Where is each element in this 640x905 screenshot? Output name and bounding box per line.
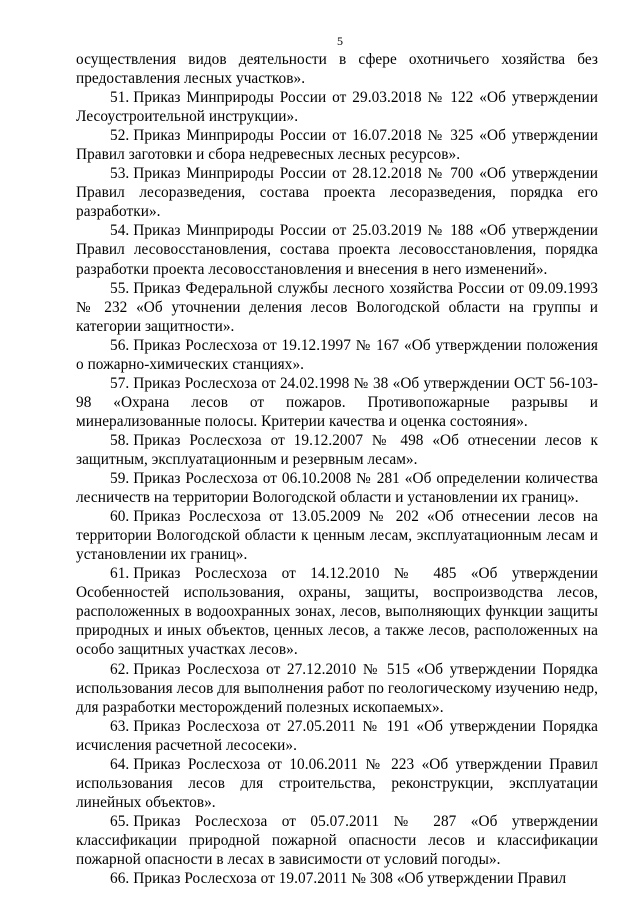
item-number: 51. — [110, 89, 130, 107]
item-text: Приказ Рослесхоза от 06.10.2008 № 281 «Об определении количества лесничеств на территории Вологодской области и установлении их границ». — [76, 470, 598, 507]
item-text: Приказ Минприроды России от 16.07.2018 № 325 «Об утверждении Правил заготовки и сбора недревесных лесных ресурсов». — [76, 127, 598, 164]
continuation-paragraph: осуществления видов деятельности в сфере охотничьего хозяйства без предоставления лесных участков». — [76, 51, 598, 88]
item-number: 59. — [110, 470, 130, 488]
page-number: 5 — [336, 34, 344, 48]
item-number: 56. — [110, 336, 130, 354]
item-text: Приказ Минприроды России от 29.03.2018 № 122 «Об утверждении Лесоустроительной инструкции». — [76, 89, 598, 126]
list-item — [76, 564, 598, 659]
item-text: Приказ Рослесхоза от 14.12.2010 № 485 «Об утверждении Особенностей использования, охраны, защиты, воспроизводства лесов, расположенных в водоохранных зонах, лесов, выполняющих функции защиты природных и иных объектов, ценных лесов, а также лесов, расположенных на особо защитных участках лесов». — [76, 565, 598, 659]
item-text: Приказ Федеральной службы лесного хозяйства России от 09.09.1993 № 232 «Об уточнении деления лесов Вологодской области на группы и категории защитности». — [76, 279, 598, 335]
list-item — [76, 126, 598, 164]
item-number: 53. — [110, 165, 130, 183]
item-text: Приказ Рослесхоза от 19.12.1997 № 167 «Об утверждении положения о пожарно-химических станциях». — [76, 336, 598, 373]
list-item — [76, 431, 598, 469]
item-number: 58. — [110, 431, 130, 449]
list-item — [76, 869, 598, 888]
item-text: Приказ Минприроды России от 28.12.2018 № 700 «Об утверждении Правил лесоразведения, состава проекта лесоразведения, порядка его разработки». — [76, 165, 598, 221]
item-text: Приказ Рослесхоза от 19.12.2007 № 498 «Об отнесении лесов к защитным, эксплуатационным и резервным лесам». — [76, 431, 598, 468]
item-number: 63. — [110, 717, 130, 735]
item-number: 62. — [110, 660, 130, 678]
item-number: 65. — [110, 812, 130, 830]
list-item — [76, 164, 598, 221]
item-number: 52. — [110, 127, 130, 145]
item-text: Приказ Рослесхоза от 27.12.2010 № 515 «Об утверждении Порядка использования лесов для выполнения работ по геологическому изучению недр, для разработки месторождений полезных ископаемых». — [76, 660, 598, 716]
list-item — [76, 221, 598, 278]
item-text: Приказ Рослесхоза от 24.02.1998 № 38 «Об утверждении ОСТ 56-103-98 «Охрана лесов от пожаров. Противопожарные разрывы и минерализованные полосы. Критерии качества и оценка состояния». — [76, 374, 598, 430]
item-text: Приказ Рослесхоза от 27.05.2011 № 191 «Об утверждении Порядка исчисления расчетной лесосеки». — [76, 717, 598, 754]
item-text: Приказ Рослесхоза от 13.05.2009 № 202 «Об отнесении лесов на территории Вологодской области к ценным лесам, эксплуатационным лесам и установлении их границ». — [76, 508, 598, 564]
list-item — [76, 279, 598, 336]
list-item — [76, 507, 598, 564]
document-page — [76, 34, 598, 888]
list-item — [76, 717, 598, 755]
list-item — [76, 88, 598, 126]
item-text: Приказ Рослесхоза от 10.06.2011 № 223 «Об утверждении Правил использования лесов для строительства, реконструкции, эксплуатации линейных объектов». — [76, 755, 598, 811]
list-item — [76, 336, 598, 374]
item-number: 60. — [110, 508, 130, 526]
item-number: 55. — [110, 279, 130, 297]
list-item — [76, 812, 598, 869]
item-number: 57. — [110, 374, 130, 392]
item-number: 66. — [110, 870, 130, 888]
list-item — [76, 755, 598, 812]
item-number: 64. — [110, 755, 130, 773]
list-item — [76, 469, 598, 507]
item-number: 61. — [110, 565, 130, 583]
item-text: Приказ Рослесхоза от 19.07.2011 № 308 «Об утверждении Правил — [133, 870, 567, 888]
item-text: Приказ Рослесхоза от 05.07.2011 № 287 «Об утверждении классификации природной пожарной опасности лесов и классификации пожарной опасности в лесах в зависимости от условий погоды». — [76, 812, 598, 868]
item-number: 54. — [110, 222, 130, 240]
list-item — [76, 660, 598, 717]
item-text: Приказ Минприроды России от 25.03.2019 № 188 «Об утверждении Правил лесовосстановления, состава проекта лесовосстановления, порядка разработки проекта лесовосстановления и внесения в него изменений». — [76, 222, 598, 278]
list-item — [76, 374, 598, 431]
